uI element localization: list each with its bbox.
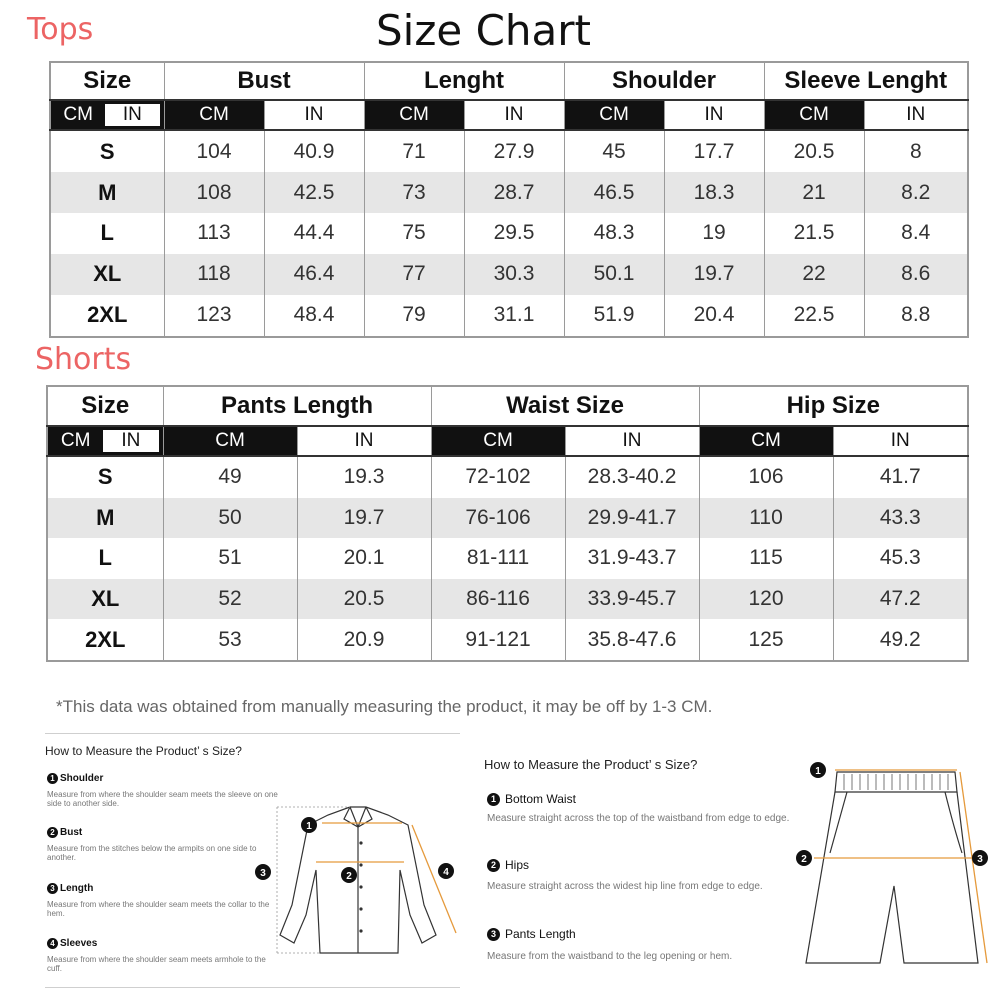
- table-cell: 20.4: [664, 295, 764, 337]
- step-number: 2: [487, 859, 500, 872]
- marker-label: 2: [801, 854, 807, 865]
- unit-cm-label: CM: [699, 426, 833, 456]
- table-cell: 29.9-41.7: [565, 498, 699, 538]
- table-cell: 51: [163, 538, 297, 578]
- shirt-marker-1: [301, 817, 317, 833]
- unit-in-label: IN: [664, 100, 764, 130]
- marker-label: 2: [346, 871, 352, 882]
- shorts-unit-size: [47, 426, 163, 456]
- table-cell: 115: [699, 538, 833, 578]
- shorts-pocket-right: [945, 792, 962, 853]
- table-cell: 19: [664, 213, 764, 254]
- table-cell: 27.9: [464, 130, 564, 172]
- table-cell: 46.4: [264, 254, 364, 295]
- table-cell: 17.7: [664, 130, 764, 172]
- step-number: 1: [487, 793, 500, 806]
- unit-in-label: IN: [464, 100, 564, 130]
- table-cell: L: [47, 538, 163, 578]
- table-cell: 44.4: [264, 213, 364, 254]
- table-cell: 42.5: [264, 172, 364, 213]
- measure-name: Pants Length: [505, 927, 576, 941]
- shirt-diagram: [250, 795, 465, 970]
- shorts-header-size: Size: [47, 386, 163, 426]
- shirt-guide-item-shoulder: [47, 773, 279, 808]
- table-cell: 106: [699, 456, 833, 498]
- measure-desc: Measure from the waistband to the leg opening or hem.: [487, 951, 733, 962]
- table-cell: 79: [364, 295, 464, 337]
- table-cell: 31.9-43.7: [565, 538, 699, 578]
- measure-desc: Measure from where the shoulder seam meets armhole to the cuff.: [47, 955, 266, 973]
- unit-cm-label: CM: [48, 427, 103, 455]
- tops-label: Tops: [27, 12, 94, 47]
- pants-length-measure-line: [960, 772, 987, 963]
- step-number: 3: [487, 928, 500, 941]
- table-cell: 48.4: [264, 295, 364, 337]
- shirt-marker-3: [255, 864, 271, 880]
- measure-desc: Measure straight across the top of the waistband from edge to edge.: [487, 813, 790, 824]
- step-number: 1: [47, 773, 58, 784]
- table-cell: 86-116: [431, 579, 565, 619]
- page-title: Size Chart: [376, 6, 591, 55]
- table-cell: 72-102: [431, 456, 565, 498]
- tops-header-shoulder: Shoulder: [564, 62, 764, 100]
- table-cell: 50: [163, 498, 297, 538]
- unit-cm-label: CM: [51, 101, 105, 129]
- table-cell: 45.3: [833, 538, 968, 578]
- table-cell: 75: [364, 213, 464, 254]
- tops-header-bust: Bust: [164, 62, 364, 100]
- table-cell: 22.5: [764, 295, 864, 337]
- table-cell: 8.4: [864, 213, 968, 254]
- table-cell: 45: [564, 130, 664, 172]
- table-cell: XL: [50, 254, 164, 295]
- measure-desc: Measure from where the shoulder seam meets the collar to the hem.: [47, 900, 270, 918]
- shorts-guide-item-hips: [487, 858, 797, 892]
- shorts-marker-2: [796, 850, 812, 866]
- table-cell: 20.1: [297, 538, 431, 578]
- table-cell: 30.3: [464, 254, 564, 295]
- table-cell: 21.5: [764, 213, 864, 254]
- table-cell: 20.5: [297, 579, 431, 619]
- measure-name: Hips: [505, 858, 530, 872]
- shirt-marker-4: [438, 863, 454, 879]
- table-cell: 29.5: [464, 213, 564, 254]
- table-cell: 8.2: [864, 172, 968, 213]
- unit-cm-label: CM: [564, 100, 664, 130]
- tops-header-sleeve-length: Sleeve Lenght: [764, 62, 968, 100]
- table-cell: 21: [764, 172, 864, 213]
- tops-unit-size: [50, 100, 164, 130]
- table-cell: 18.3: [664, 172, 764, 213]
- table-cell: 40.9: [264, 130, 364, 172]
- table-cell: 47.2: [833, 579, 968, 619]
- unit-cm-label: CM: [764, 100, 864, 130]
- table-cell: 113: [164, 213, 264, 254]
- unit-cm-label: CM: [431, 426, 565, 456]
- table-cell: 125: [699, 619, 833, 661]
- table-cell: M: [47, 498, 163, 538]
- table-cell: 120: [699, 579, 833, 619]
- shirt-guide-title: How to Measure the Product’ s Size?: [45, 744, 242, 758]
- tops-size-table: [49, 61, 969, 338]
- marker-label: 3: [977, 854, 983, 865]
- shorts-diagram: [792, 758, 992, 973]
- table-cell: 19.7: [297, 498, 431, 538]
- table-cell: 110: [699, 498, 833, 538]
- unit-cm-label: CM: [364, 100, 464, 130]
- shorts-header-waist-size: Waist Size: [431, 386, 699, 426]
- shirt-guide-item-bust: [47, 827, 279, 862]
- marker-label: 1: [306, 821, 312, 832]
- shirt-collar: [344, 807, 372, 827]
- divider: [45, 987, 460, 988]
- table-cell: 8: [864, 130, 968, 172]
- table-cell: 71: [364, 130, 464, 172]
- table-cell: 20.5: [764, 130, 864, 172]
- unit-in-label: IN: [864, 100, 968, 130]
- marker-label: 3: [260, 868, 266, 879]
- shorts-header-pants-length: Pants Length: [163, 386, 431, 426]
- unit-in-label: IN: [833, 426, 968, 456]
- table-cell: S: [47, 456, 163, 498]
- table-cell: 77: [364, 254, 464, 295]
- table-cell: 20.9: [297, 619, 431, 661]
- table-cell: 19.3: [297, 456, 431, 498]
- table-cell: 104: [164, 130, 264, 172]
- shorts-pocket-left: [830, 792, 847, 853]
- unit-in-label: IN: [103, 430, 158, 452]
- table-cell: 48.3: [564, 213, 664, 254]
- measure-desc: Measure from the stitches below the armpits on one side to another.: [47, 844, 257, 862]
- unit-cm-label: CM: [164, 100, 264, 130]
- table-cell: 49.2: [833, 619, 968, 661]
- unit-in-label: IN: [264, 100, 364, 130]
- shirt-guide-item-sleeves: [47, 938, 279, 973]
- divider: [45, 733, 460, 734]
- table-cell: 2XL: [47, 619, 163, 661]
- shorts-header-hip-size: Hip Size: [699, 386, 968, 426]
- unit-in-label: IN: [105, 104, 159, 126]
- table-cell: 108: [164, 172, 264, 213]
- table-cell: 91-121: [431, 619, 565, 661]
- table-cell: S: [50, 130, 164, 172]
- table-cell: M: [50, 172, 164, 213]
- measure-name: Sleeves: [60, 938, 98, 949]
- table-cell: 35.8-47.6: [565, 619, 699, 661]
- table-cell: 50.1: [564, 254, 664, 295]
- tops-header-length: Lenght: [364, 62, 564, 100]
- measure-name: Bottom Waist: [505, 792, 576, 806]
- marker-label: 1: [815, 766, 821, 777]
- shorts-label: Shorts: [35, 342, 132, 377]
- unit-in-label: IN: [565, 426, 699, 456]
- step-number: 3: [47, 883, 58, 894]
- shorts-waistband: [835, 772, 957, 792]
- table-cell: L: [50, 213, 164, 254]
- table-cell: 51.9: [564, 295, 664, 337]
- table-cell: 53: [163, 619, 297, 661]
- table-cell: 8.8: [864, 295, 968, 337]
- shorts-marker-3: [972, 850, 988, 866]
- shorts-size-table: [46, 385, 969, 662]
- step-number: 2: [47, 827, 58, 838]
- marker-label: 4: [443, 867, 449, 878]
- table-cell: 22: [764, 254, 864, 295]
- measurement-note: *This data was obtained from manually measuring the product, it may be off by 1-3 CM.: [56, 697, 713, 716]
- table-cell: 28.3-40.2: [565, 456, 699, 498]
- measure-desc: Measure straight across the widest hip line from edge to edge.: [487, 881, 763, 892]
- shorts-guide-title: How to Measure the Product’ s Size?: [484, 757, 698, 772]
- table-cell: 33.9-45.7: [565, 579, 699, 619]
- unit-cm-label: CM: [163, 426, 297, 456]
- tops-header-size: Size: [50, 62, 164, 100]
- measure-desc: Measure from where the shoulder seam meets the sleeve on one side to another side.: [47, 790, 278, 808]
- table-cell: 2XL: [50, 295, 164, 337]
- shirt-guide-item-length: [47, 883, 279, 918]
- table-cell: 52: [163, 579, 297, 619]
- unit-in-label: IN: [297, 426, 431, 456]
- step-number: 4: [47, 938, 58, 949]
- shorts-marker-1: [810, 762, 826, 778]
- shorts-guide-item-waist: [487, 792, 797, 824]
- table-cell: 46.5: [564, 172, 664, 213]
- table-cell: 81-111: [431, 538, 565, 578]
- shorts-guide-item-pants-length: [487, 927, 797, 962]
- measure-name: Bust: [60, 827, 83, 838]
- measure-name: Shoulder: [60, 773, 104, 784]
- table-cell: 118: [164, 254, 264, 295]
- shirt-marker-2: [341, 867, 357, 883]
- table-cell: 41.7: [833, 456, 968, 498]
- table-cell: 76-106: [431, 498, 565, 538]
- table-cell: 73: [364, 172, 464, 213]
- table-cell: 19.7: [664, 254, 764, 295]
- table-cell: 49: [163, 456, 297, 498]
- table-cell: 31.1: [464, 295, 564, 337]
- table-cell: 123: [164, 295, 264, 337]
- table-cell: XL: [47, 579, 163, 619]
- table-cell: 43.3: [833, 498, 968, 538]
- table-cell: 8.6: [864, 254, 968, 295]
- measure-name: Length: [60, 883, 94, 894]
- table-cell: 28.7: [464, 172, 564, 213]
